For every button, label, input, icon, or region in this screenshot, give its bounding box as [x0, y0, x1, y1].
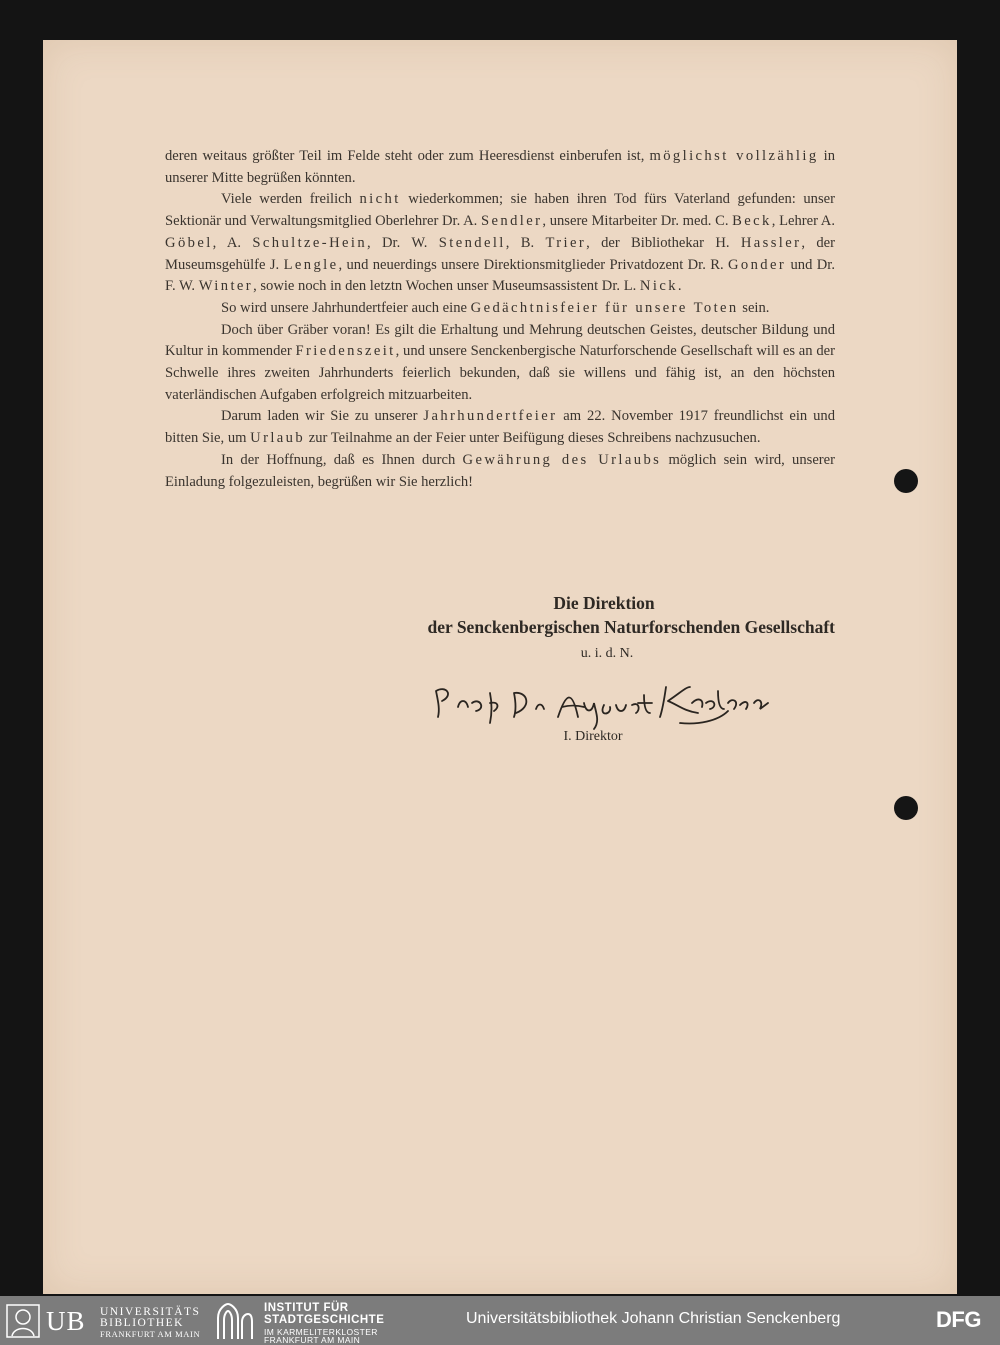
closing-line-direktion: Die Direktion: [553, 593, 655, 613]
spaced-emphasis: Nick: [639, 278, 678, 295]
spaced-emphasis: Göbel: [165, 234, 213, 251]
paragraph-text: am 22. November 1917 freundlichst ein und bitten Sie, um: [165, 408, 835, 447]
paragraph-text: , und neuerdings unsere Direktionsmitglieder Privatdozent Dr. R.: [338, 256, 728, 273]
closing-line-uidn: u. i. d. N.: [580, 646, 634, 661]
spaced-emphasis: Sendler: [480, 213, 543, 230]
cloister-arch-logo-icon: [214, 1302, 254, 1340]
paragraph-text: , B.: [505, 234, 546, 251]
letter-paragraph: [165, 450, 835, 493]
punch-hole-upper: [894, 469, 918, 493]
isg-name-line2: STADTGESCHICHTE: [264, 1314, 385, 1326]
spaced-emphasis: Gewährung des Urlaubs: [462, 451, 662, 468]
spaced-emphasis: Gedächtnisfeier für unsere Toten: [470, 299, 739, 316]
portrait-logo-icon: [6, 1304, 40, 1338]
letter-body: [165, 146, 835, 493]
paragraph-text: , der Museumsgehülfe J.: [165, 234, 836, 273]
spaced-emphasis: Trier: [545, 234, 587, 251]
paragraph-text: , der Bibliothekar H.: [586, 234, 741, 251]
letter-paragraph: [165, 406, 835, 449]
letter-paragraph: [165, 320, 835, 407]
closing-line-society: der Senckenbergischen Naturforschenden Gesellschaft: [427, 617, 835, 637]
ub-name-line2: BIBLIOTHEK: [100, 1317, 184, 1329]
spaced-emphasis: Hassler: [740, 234, 802, 251]
paragraph-text: , sowie noch in den letztn Wochen unser Museumsassistent Dr. L.: [253, 278, 640, 295]
paragraph-text: , Dr. W.: [367, 234, 439, 251]
dfg-logo: DFG: [936, 1307, 981, 1332]
handwritten-signature: [428, 673, 778, 733]
footer-bar: [0, 1296, 1000, 1345]
paragraph-text: zur Teilnahme an der Feier unter Beifügung dieses Schreibens nachzusuchen.: [305, 430, 761, 447]
paragraph-text: Darum laden wir Sie zu unserer: [221, 408, 424, 425]
signatory-title: I. Direktor: [563, 729, 623, 744]
paragraph-text: Viele werden freilich: [221, 191, 360, 208]
isg-name-line3: IM KARMELITERKLOSTER: [264, 1327, 378, 1337]
spaced-emphasis: Winter: [198, 278, 254, 295]
paragraph-text: deren weitaus größter Teil im Felde steht oder zum Heeresdienst einberufen ist,: [165, 148, 650, 164]
paragraph-text: Doch über Gräber voran! Es gilt die Erhaltung und Mehrung deutschen Geistes, deutscher Bildung und Kultur in kommender: [165, 321, 835, 360]
isg-name-line1: INSTITUT FÜR: [264, 1302, 349, 1314]
letter-page: [43, 40, 957, 1294]
spaced-emphasis: Urlaub: [250, 430, 306, 447]
spaced-emphasis: Friedenszeit: [295, 343, 396, 360]
closing-block: [353, 591, 835, 665]
spaced-emphasis: Beck: [732, 213, 772, 230]
punch-hole-lower: [894, 796, 918, 820]
spaced-emphasis: Jahrhundertfeier: [423, 408, 558, 425]
paragraph-text: sein.: [738, 299, 770, 316]
letter-paragraph: [165, 146, 835, 189]
library-name: Universitätsbibliothek Johann Christian Senckenberg: [466, 1310, 841, 1327]
spaced-emphasis: Lengle: [283, 256, 339, 273]
ub-mark: UB: [46, 1306, 86, 1336]
paragraph-text: .: [677, 278, 682, 295]
paragraph-text: , und unsere Senckenbergische Naturforschende Gesellschaft will es an der Schwelle ihres zweiten Jahrhunderts feierlich bekunden, daß sie willens und fähig ist, an den höchsten vaterländischen Aufgaben erfolgreich mitzuarbeiten.: [165, 343, 835, 403]
letter-paragraph: [165, 298, 835, 320]
ub-name-line3: FRANKFURT AM MAIN: [100, 1329, 201, 1339]
ub-name-line1: UNIVERSITÄTS: [100, 1306, 201, 1318]
letter-paragraph: [165, 189, 835, 298]
paragraph-text: wiederkommen; sie haben ihren Tod fürs Vaterland gefunden: unser Sektionär und Verwaltungsmitglied Oberlehrer Dr. A.: [165, 191, 835, 230]
spaced-emphasis: Stendell: [438, 234, 506, 251]
paragraph-text: So wird unsere Jahrhundertfeier auch eine: [221, 299, 471, 316]
paragraph-text: , A.: [212, 234, 253, 251]
spaced-emphasis: möglichst vollzählig: [649, 148, 819, 164]
paragraph-text: , Lehrer A.: [771, 213, 835, 230]
paragraph-text: in unserer Mitte begrüßen könnten.: [165, 148, 836, 186]
paragraph-text: In der Hoffnung, daß es Ihnen durch: [221, 451, 463, 468]
paragraph-text: und Dr. F. W.: [165, 256, 835, 295]
paragraph-text: möglich sein wird, unserer Einladung folgezuleisten, begrüßen wir Sie herzlich!: [165, 451, 835, 490]
spaced-emphasis: Gonder: [727, 256, 787, 273]
spaced-emphasis: Schultze-Hein: [252, 234, 368, 251]
isg-name-line4: FRANKFURT AM MAIN: [264, 1335, 361, 1345]
spaced-emphasis: nicht: [359, 191, 401, 208]
paragraph-text: , unsere Mitarbeiter Dr. med. C.: [542, 213, 733, 230]
